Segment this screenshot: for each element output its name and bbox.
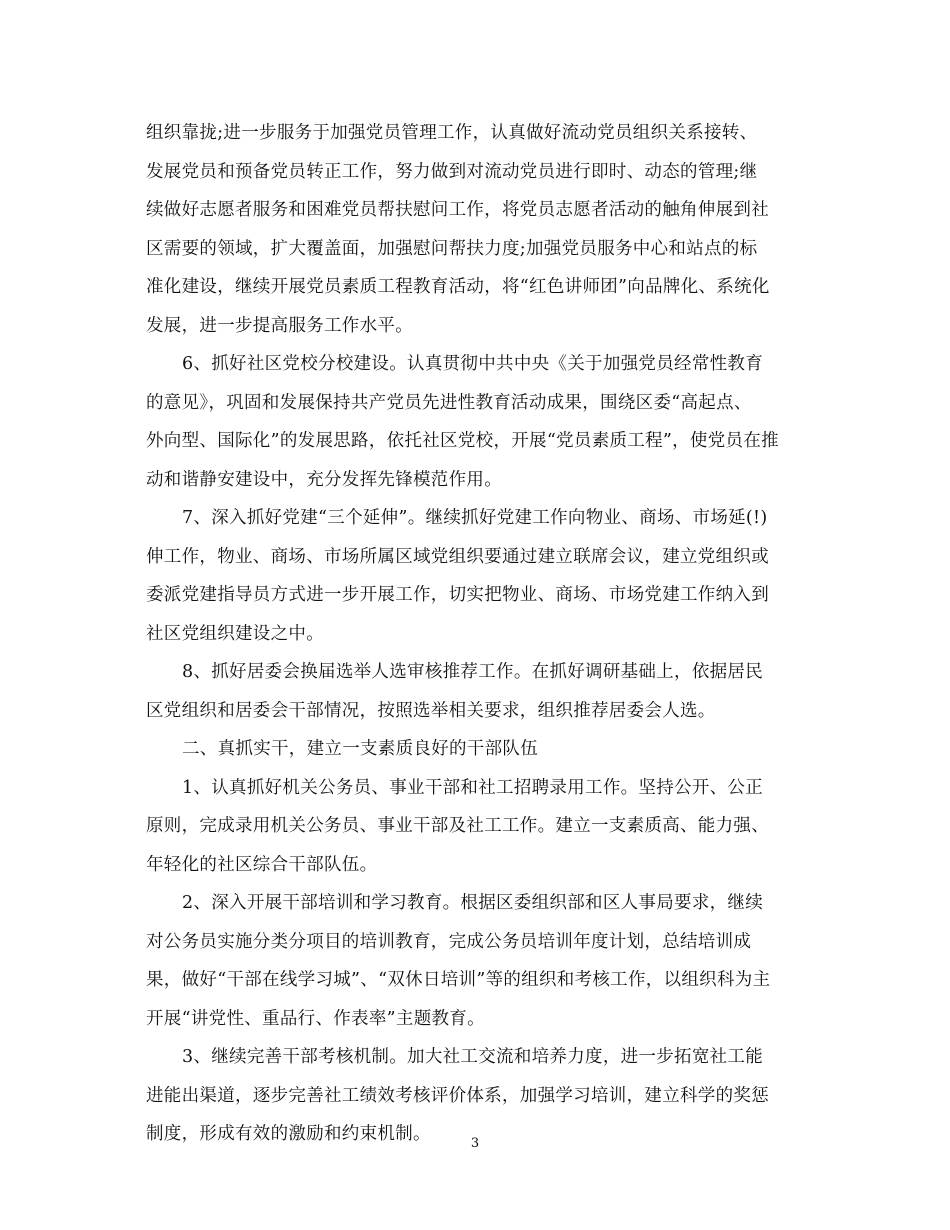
text-line: 外向型、国际化”的发展思路，依托社区党校，开展“党员素质工程”，使党员在推 <box>146 431 779 451</box>
text-line: 续做好志愿者服务和困难党员帮扶慰问工作，将党员志愿者活动的触角伸展到社 <box>146 200 769 220</box>
text-line: 社区党组织建设之中。 <box>146 623 324 644</box>
text-line: 对公务员实施分类分项目的培训教育，完成公务员培训年度计划，总结培训成 <box>146 931 752 952</box>
text-line: 开展“讲党性、重品行、作表率”主题教育。 <box>146 1008 485 1029</box>
text-line: 区党组织和居委会干部情况，按照选举相关要求，组织推荐居委会人选。 <box>146 700 716 721</box>
text-line: 伸工作，物业、商场、市场所属区域党组织要通过建立联席会议，建立党组织或 <box>146 546 769 567</box>
text-line: 准化建设，继续开展党员素质工程教育活动，将“红色讲师团”向品牌化、系统化 <box>146 277 770 297</box>
text-line: 二、真抓实干，建立一支素质良好的干部队伍 <box>182 739 538 759</box>
text-line: 1、认真抓好机关公务员、事业干部和社工招聘录用工作。坚持公开、公正 <box>182 777 764 798</box>
text-line: 年轻化的社区综合干部队伍。 <box>146 854 378 875</box>
text-line: 区需要的领域，扩大覆盖面，加强慰问帮扶力度;加强党员服务中心和站点的标 <box>146 238 758 259</box>
text-line: 果，做好“干部在线学习城”、“双休日培训”等的组织和考核工作，以组织科为主 <box>146 970 771 990</box>
text-line: 委派党建指导员方式进一步开展工作，切实把物业、商场、市场党建工作纳入到 <box>146 585 769 605</box>
text-line: 2、深入开展干部培训和学习教育。根据区委组织部和区人事局要求，继续 <box>182 893 764 913</box>
text-line: 进能出渠道，逐步完善社工绩效考核评价体系，加强学习培训，建立科学的奖惩 <box>146 1085 769 1106</box>
document-body <box>146 114 806 1154</box>
text-line: 原则，完成录用机关公务员、事业干部及社工工作。建立一支素质高、能力强、 <box>146 816 769 836</box>
text-line: 组织靠拢;进一步服务于加强党员管理工作，认真做好流动党员组织关系接转、 <box>146 123 758 143</box>
text-line: 动和谐静安建设中，充分发挥先锋模范作用。 <box>146 469 502 490</box>
text-line: 发展党员和预备党员转正工作，努力做到对流动党员进行即时、动态的管理;继 <box>146 161 758 182</box>
page-number: 3 <box>470 1136 480 1151</box>
text-line: 的意见》，巩固和发展保持共产党员先进性教育活动成果，围绕区委“高起点、 <box>146 392 752 413</box>
text-line: 制度，形成有效的激励和约束机制。 <box>146 1124 431 1144</box>
text-line: 7、深入抓好党建“三个延伸”。继续抓好党建工作向物业、商场、市场延(!) <box>182 508 768 528</box>
text-line: 发展，进一步提高服务工作水平。 <box>146 315 413 336</box>
text-line: 3、继续完善干部考核机制。加大社工交流和培养力度，进一步拓宽社工能 <box>182 1047 764 1067</box>
text-line: 8、抓好居委会换届选举人选审核推荐工作。在抓好调研基础上，依据居民 <box>182 662 764 682</box>
text-line: 6、抓好社区党校分校建设。认真贯彻中共中央《关于加强党员经常性教育 <box>182 354 764 374</box>
